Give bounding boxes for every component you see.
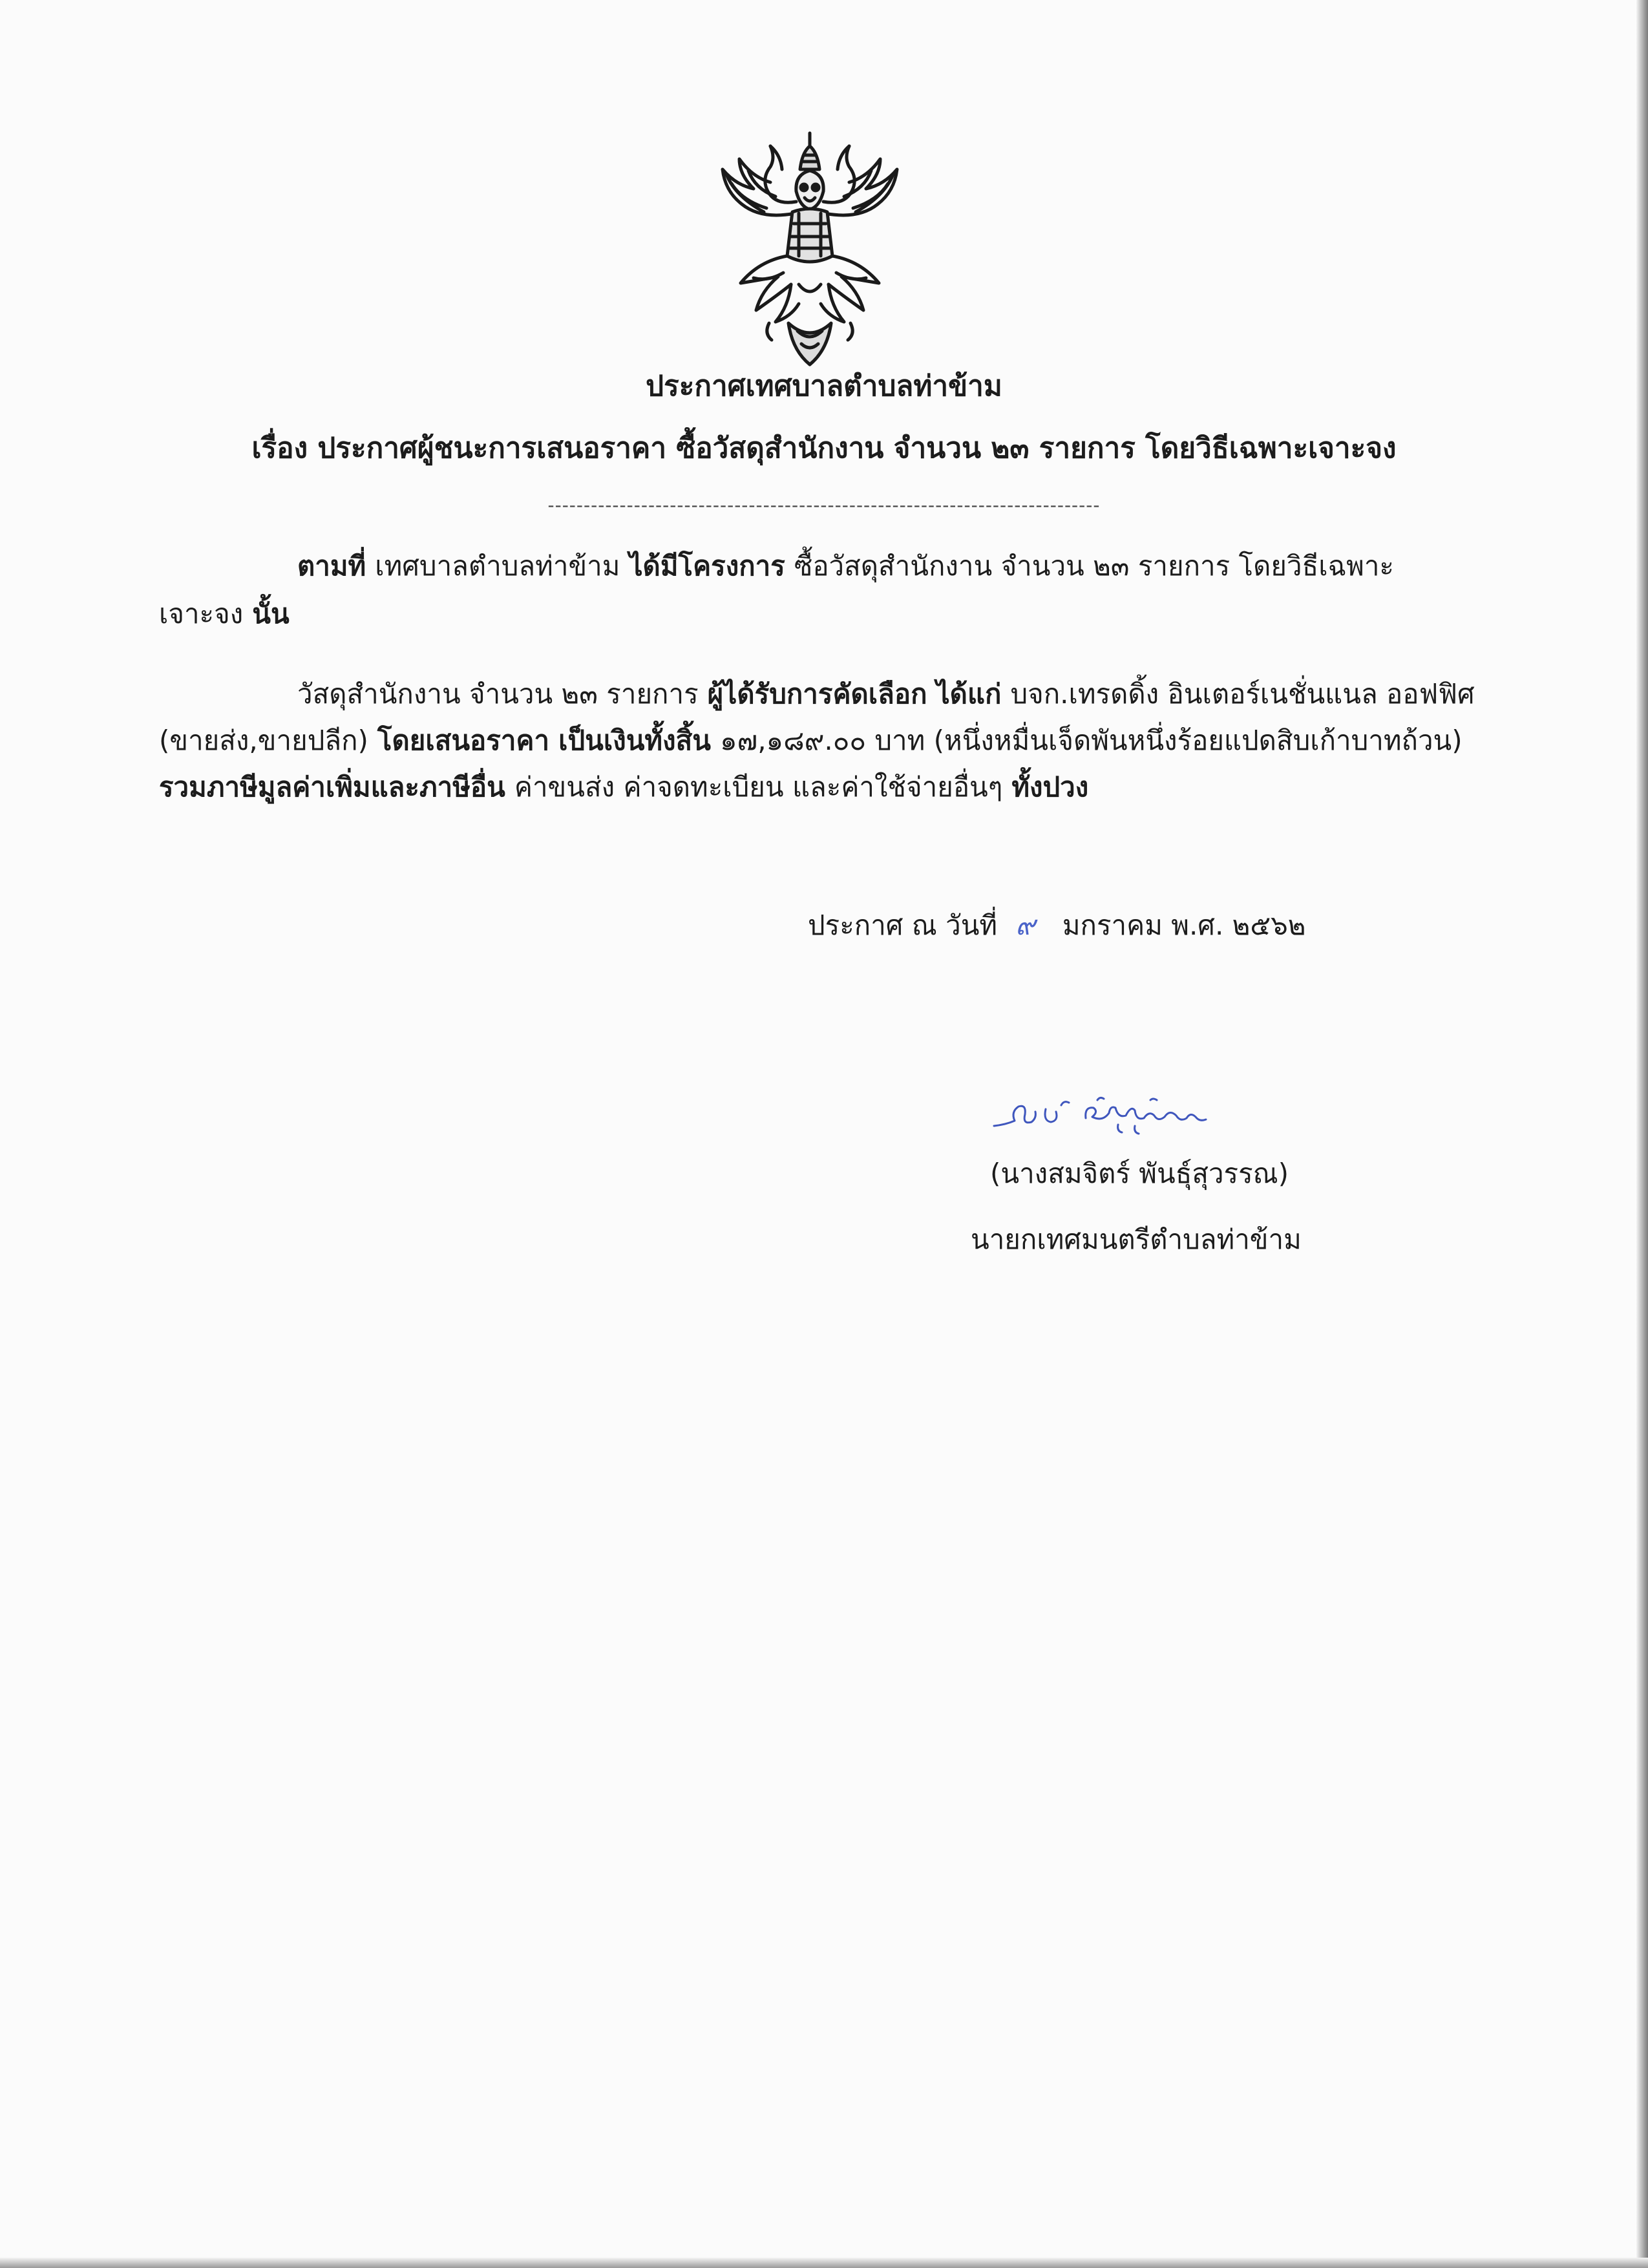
ending-text: นั้น [252, 598, 290, 630]
org-name: เทศบาลตำบลท่าข้าม [375, 550, 620, 582]
paragraph-2-line-2 [159, 721, 1463, 760]
signature-image [989, 1092, 1241, 1138]
date-line [808, 906, 1305, 945]
amount-text: ๑๗,๑๘๙.๐๐ บาท (หนึ่งหมื่นเจ็ดพันหนึ่งร้อยแปดสิบเก้าบาทถ้วน) [719, 725, 1463, 756]
scan-edge-bottom [0, 2258, 1648, 2268]
paragraph-2-line-1 [297, 675, 1475, 714]
selected-label: ผู้ได้รับการคัดเลือก [707, 678, 927, 710]
costs-note: ค่าขนส่ง ค่าจดทะเบียน และค่าใช้จ่ายอื่นๆ [514, 771, 1003, 803]
lead-text: ตามที่ [297, 550, 366, 582]
project-continuation: เจาะจง [159, 598, 244, 630]
total-label: เป็นเงินทั้งสิ้น [558, 725, 711, 756]
subject-line: เรื่อง ประกาศผู้ชนะการเสนอราคา ซื้อวัสดุสำนักงาน จำนวน ๒๓ รายการ โดยวิธีเฉพาะเจาะจง [251, 432, 1397, 465]
garuda-emblem-icon [716, 129, 903, 368]
paragraph-1-line-2 [159, 595, 290, 633]
verb-text: ได้มีโครงการ [629, 550, 785, 582]
signatory-name: (นางสมจิตร์ พันธุ์สุวรรณ) [990, 1158, 1289, 1189]
signatory-position: นายกเทศมนตรีตำบลท่าข้าม [971, 1224, 1302, 1255]
page-title: ประกาศเทศบาลตำบลท่าข้าม [646, 370, 1002, 403]
all-note: ทั้งปวง [1011, 771, 1089, 803]
date-label: ประกาศ ณ วันที่ [808, 909, 998, 941]
offer-label: โดยเสนอราคา [377, 725, 550, 756]
tax-note: รวมภาษีมูลค่าเพิ่มและภาษีอื่น [159, 771, 505, 803]
scan-edge-right [1636, 0, 1648, 2268]
date-month-year: มกราคม พ.ศ. ๒๕๖๒ [1062, 909, 1306, 941]
separator-line: ----------------------------------------------------------------------------- [547, 494, 1101, 516]
paragraph-2-line-3 [159, 768, 1088, 807]
given-to-label: ได้แก่ [936, 678, 1002, 710]
item-description: วัสดุสำนักงาน จำนวน ๒๓ รายการ [297, 678, 699, 710]
project-name: ซื้อวัสดุสำนักงาน จำนวน ๒๓ รายการ โดยวิธีเฉพาะ [794, 550, 1394, 582]
company-note: (ขายส่ง,ขายปลีก) [159, 725, 368, 756]
paragraph-1-line-1 [297, 547, 1394, 586]
company-name: บจก.เทรดดิ้ง อินเตอร์เนชั่นแนล ออฟฟิศ [1010, 678, 1475, 710]
date-day: ๙ [1015, 909, 1035, 941]
